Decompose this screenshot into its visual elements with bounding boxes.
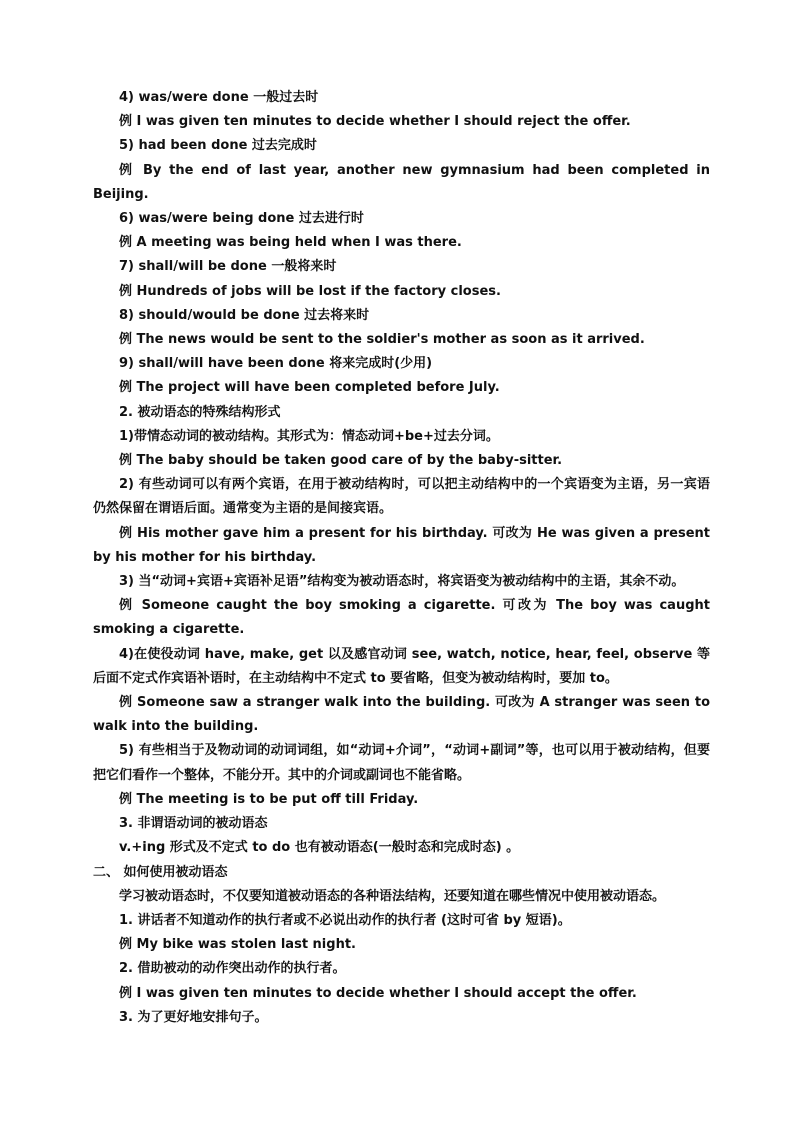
section-heading-nonfinite-passive: 3. 非谓语动词的被动语态 <box>119 816 268 832</box>
text-line-example: 例 A meeting was being held when I was there. <box>119 235 462 251</box>
text-line-example: 例 By the end of last year, another new gymnasium had been completed in Beijing. <box>93 162 710 202</box>
text-line-example: 例 The baby should be taken good care of by the baby-sitter. <box>119 453 563 469</box>
text-line-usage-2: 2. 借助被动的动作突出动作的执行者。 <box>119 961 346 977</box>
section-heading-how-to-use: 二、 如何使用被动语态 <box>93 864 228 880</box>
text-line-example: 例 I was given ten minutes to decide whether I should reject the offer. <box>119 114 631 130</box>
section-heading-special-structures: 2. 被动语态的特殊结构形式 <box>119 404 281 420</box>
text-line-usage-3: 3. 为了更好地安排句子。 <box>119 1009 268 1025</box>
paragraph-double-object: 2) 有些动词可以有两个宾语，在用于被动结构时，可以把主动结构中的一个宾语变为主语，另一宾语仍然保留在谓语后面。通常变为主语的是间接宾语。 <box>93 477 710 517</box>
document-body <box>93 86 710 1030</box>
paragraph-object-complement: 3) 当“动词+宾语+宾语补足语”结构变为被动语态时，将宾语变为被动结构中的主语，其余不动。 <box>119 574 685 590</box>
paragraph-example: 例 Someone caught the boy smoking a cigarette. 可改为 The boy was caught smoking a cigarette. <box>93 598 710 638</box>
text-line-tense-past-perfect: 5) had been done 过去完成时 <box>119 138 317 154</box>
text-line-tense-past-future: 8) should/would be done 过去将来时 <box>119 307 370 323</box>
text-line-tense-past-simple: 4) was/were done 一般过去时 <box>119 90 319 105</box>
paragraph-example: 例 His mother gave him a present for his birthday. 可改为 He was given a present by his mother for his birthday. <box>93 525 710 565</box>
paragraph-example: 例 Someone saw a stranger walk into the building. 可改为 A stranger was seen to walk into the building. <box>93 695 710 735</box>
text-line-example: 例 The news would be sent to the soldier's mother as soon as it arrived. <box>119 332 645 348</box>
paragraph-phrasal-verbs: 5) 有些相当于及物动词的动词词组，如“动词+介词”，“动词+副词”等，也可以用于被动结构，但要把它们看作一个整体，不能分开。其中的介词或副词也不能省略。 <box>93 743 710 783</box>
text-line-usage-1: 1. 讲话者不知道动作的执行者或不必说出动作的执行者 (这时可省 by 短语)。 <box>119 912 571 928</box>
text-line-example: 例 I was given ten minutes to decide whether I should accept the offer. <box>119 985 637 1001</box>
paragraph-causative-verbs: 4)在使役动词 have, make, get 以及感官动词 see, watch, notice, hear, feel, observe 等后面不定式作宾语补语时，在主动结构中不定式 to 要省略，但变为被动结构时，要加 to。 <box>93 646 710 686</box>
text-line-tense-future-simple: 7) shall/will be done 一般将来时 <box>119 259 337 275</box>
text-line-tense-past-progressive: 6) was/were being done 过去进行时 <box>119 211 364 227</box>
text-line-example: 例 The meeting is to be put off till Friday. <box>119 791 419 807</box>
text-line-tense-future-perfect: 9) shall/will have been done 将来完成时(少用) <box>119 356 433 372</box>
text-line-intro: 学习被动语态时，不仅要知道被动语态的各种语法结构，还要知道在哪些情况中使用被动语态。 <box>119 888 666 904</box>
text-line-example: 例 My bike was stolen last night. <box>119 937 356 953</box>
text-line-example: 例 The project will have been completed before July. <box>119 380 500 396</box>
text-line-modal-passive: 1)带情态动词的被动结构。其形式为：情态动词+be+过去分词。 <box>119 428 499 444</box>
text-line-nonfinite-note: v.+ing 形式及不定式 to do 也有被动语态(一般时态和完成时态) 。 <box>119 840 520 856</box>
text-line-example: 例 Hundreds of jobs will be lost if the factory closes. <box>119 283 501 299</box>
